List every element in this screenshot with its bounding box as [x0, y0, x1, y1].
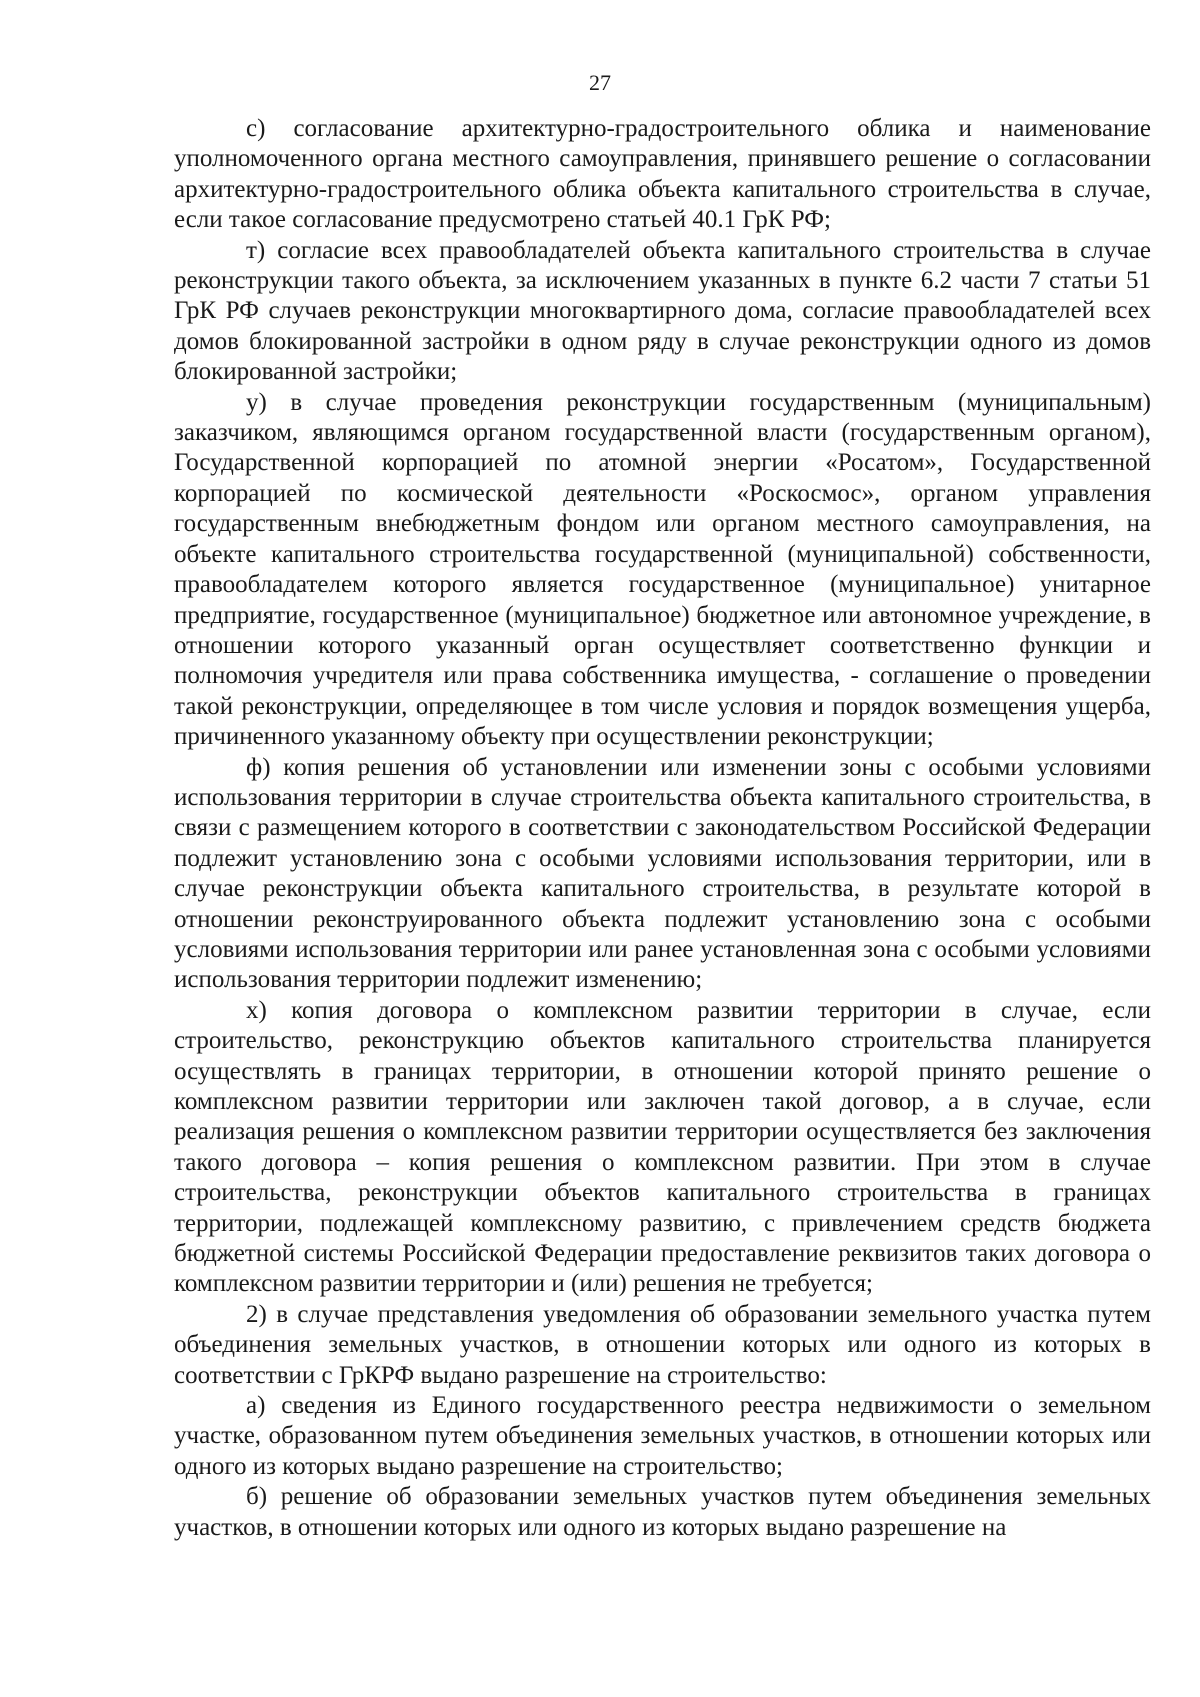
paragraph-b: б) решение об образовании земельных участков путем объединения земельных участков, в отношении которых или одного из которых выдано разрешение на — [174, 1483, 1151, 1541]
paragraph-a: а) сведения из Единого государственного реестра недвижимости о земельном участке, образованном путем объединения земельных участков, в отношении которых или одного из которых выдано разрешение на строительство; — [174, 1392, 1151, 1480]
paragraph-t: т) согласие всех правообладателей объекта капитального строительства в случае реконструкции такого объекта, за исключением указанных в пункте 6.2 части 7 статьи 51 ГрК РФ случаев реконструкции многоквартирного дома, согласие правообладателей всех домов блокированной застройки в одном ряду в случае реконструкции одного из домов блокированной застройки; — [174, 236, 1151, 386]
paragraph-u: у) в случае проведения реконструкции государственным (муниципальным) заказчиком, являющимся органом государственной власти (государственным органом), Государственной корпорацией по атомной энергии «Росатом», Государственной корпорацией по космической деятельности «Роскосмос», органом управления государственным внебюджетным фондом или органом местного самоуправления, на объекте капитального строительства государственной (муниципальной) собственности, правообладателем которого является государственное (муниципальное) унитарное предприятие, государственное (муниципальное) бюджетное или автономное учреждение, в отношении которого указанный орган осуществляет соответственно функции и полномочия учредителя или права собственника имущества, - соглашение о проведении такой реконструкции, определяющее в том числе условия и порядок возмещения ущерба, причиненного указанному объекту при осуществлении реконструкции; — [174, 388, 1151, 751]
document-body — [174, 114, 1151, 1543]
paragraph-2: 2) в случае представления уведомления об образовании земельного участка путем объединения земельных участков, в отношении которых или одного из которых в соответствии с ГрКРФ выдано разрешение на строительство: — [174, 1300, 1151, 1389]
paragraph-f: ф) копия решения об установлении или изменении зоны с особыми условиями использования территории в случае строительства объекта капитального строительства, в связи с размещением которого в соответствии с законодательством Российской Федерации подлежит установлению зона с особыми условиями использования территории, или в случае реконструкции объекта капитального строительства, в результате которой в отношении реконструированного объекта подлежит установлению зона с особыми условиями использования территории или ранее установленная зона с особыми условиями использования территории подлежит изменению; — [174, 753, 1151, 994]
paragraph-s: с) согласование архитектурно-градостроительного облика и наименование уполномоченного органа местного самоуправления, принявшего решение о согласовании архитектурно-градостроительного облика объекта капитального строительства в случае, если такое согласование предусмотрено статьей 40.1 ГрК РФ; — [174, 115, 1151, 234]
paragraph-kh: х) копия договора о комплексном развитии территории в случае, если строительство, реконструкцию объектов капитального строительства планируется осуществлять в границах территории, в отношении которой принято решение о комплексном развитии территории или заключен такой договор, а в случае, если реализация решения о комплексном развитии территории осуществляется без заключения такого договора – копия решения о комплексном развитии. При этом в случае строительства, реконструкции объектов капитального строительства в границах территории, подлежащей комплексному развитию, с привлечением средств бюджета бюджетной системы Российской Федерации предоставление реквизитов таких договора о комплексном развитии территории и (или) решения не требуется; — [174, 996, 1151, 1298]
page-number: 27 — [589, 70, 611, 95]
